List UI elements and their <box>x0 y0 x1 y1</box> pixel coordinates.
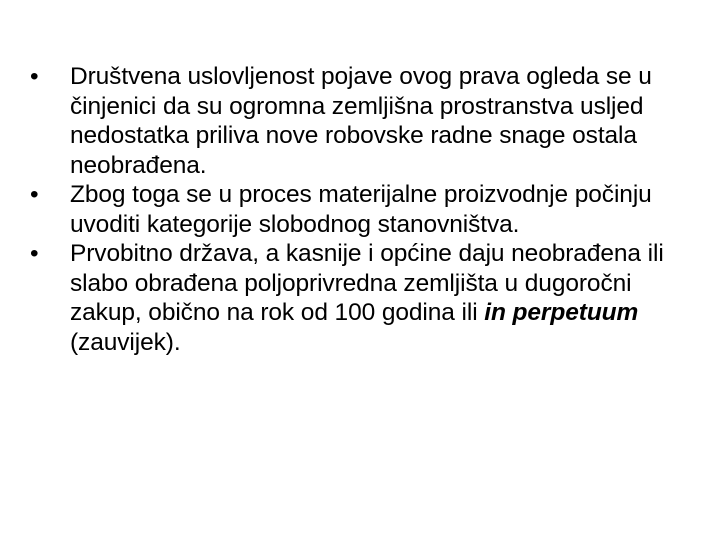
bullet-item <box>28 180 700 239</box>
bullet-point-icon: • <box>30 181 39 208</box>
bullet-text <box>70 240 664 356</box>
bullet-text-after: (zauvijek). <box>70 328 181 356</box>
bullet-list <box>28 62 700 357</box>
bullet-item <box>28 239 700 357</box>
bullet-text-before: Prvobitno država, a kasnije i općine daju neobrađena ili slabo obrađena poljoprivredna zemljišta u dugoročni zakup, obično na rok od 100 godina ili <box>70 240 664 326</box>
bullet-point-icon: • <box>30 240 39 267</box>
bullet-point-icon: • <box>30 63 39 90</box>
latin-term: in perpetuum <box>484 299 639 326</box>
bullet-text: Društvena uslovljenost pojave ovog prava ogleda se u činjenici da su ogromna zemljišna prostranstva usljed nedostatka priliva nove robovske radne snage ostala neobrađena. <box>70 63 652 179</box>
bullet-text: Zbog toga se u proces materijalne proizvodnje počinju uvoditi kategorije slobodnog stanovništva. <box>70 181 652 238</box>
bullet-item <box>28 62 700 180</box>
